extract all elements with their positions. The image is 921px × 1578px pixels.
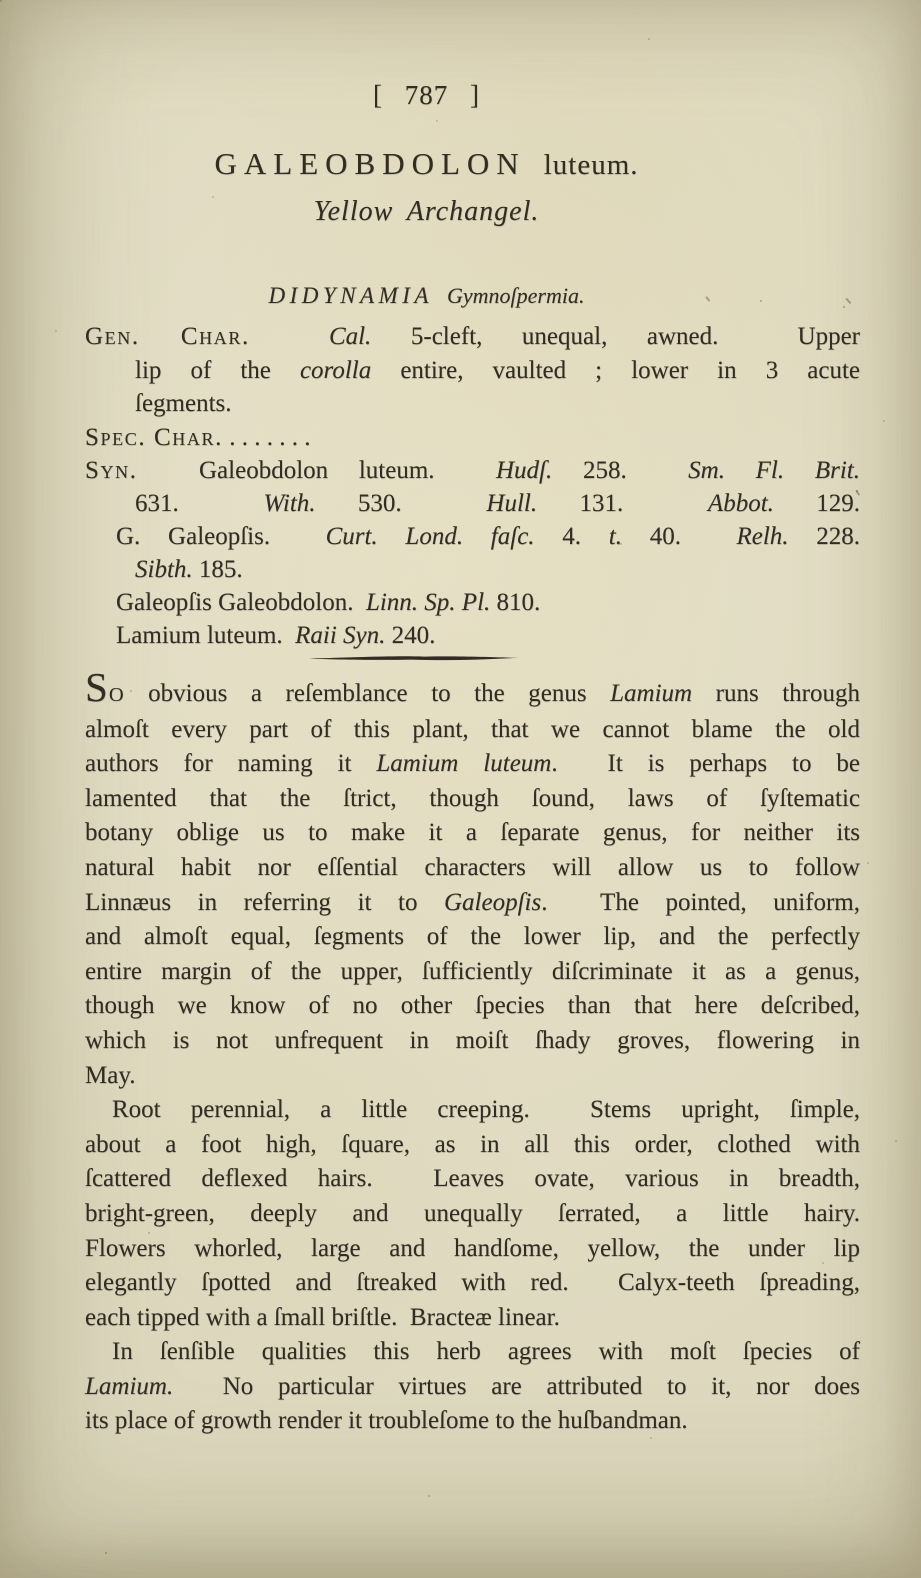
body-line: natural habit nor eſſential characters will allow us to follow: [85, 853, 860, 881]
species-epithet: luteum.: [543, 149, 639, 181]
body-line: its place of growth render it troubleſome to the huſbandman.: [85, 1407, 688, 1435]
body-line: authors for naming it Lamium luteum. It is perhaps to be: [85, 750, 861, 778]
page-number: [ 787 ]: [373, 80, 480, 110]
body-line: each tipped with a ſmall briſtle. Bracteæ linear.: [85, 1303, 560, 1331]
body-line: Flowers whorled, large and handſome, yellow, the under lip: [85, 1234, 860, 1262]
synonymy-block: [85, 454, 860, 652]
synonym-line: Syn. Galeobdolon luteum. Hudſ. 258. Sm. Fl. Brit.: [85, 457, 860, 484]
genus-name: GALEOBDOLON: [214, 146, 526, 181]
body-line: botany oblige us to make it a ſeparate genus, for neither its: [85, 819, 860, 847]
body-line: though we know of no other ſpecies than that here deſcribed,: [85, 992, 860, 1020]
body-line: Linnæus in referring it to Galeopſis. The pointed, uniform,: [85, 888, 861, 916]
swelled-divider-rule: [309, 654, 519, 663]
body-line: Root perennial, a little creeping. Stems upright, ſimple,: [112, 1096, 860, 1124]
body-line: In ſenſible qualities this herb agrees with moſt ſpecies of: [112, 1338, 860, 1366]
body-line: almoſt every part of this plant, that we cannot blame the old: [85, 715, 860, 743]
gen-char-line: Gen. Char. Cal. 5-cleft, unequal, awned. Upper: [85, 323, 860, 350]
synonym-line: Sibth. 185.: [135, 556, 243, 583]
gen-char-line: ſegments.: [135, 390, 232, 417]
common-name: Yellow Archangel.: [313, 196, 540, 227]
body-line: bright-green, deeply and unequally ſerrated, a little hairy.: [85, 1199, 860, 1227]
body-line: about a foot high, ſquare, as in all this order, clothed with: [85, 1130, 860, 1158]
body-line: Lamium. No particular virtues are attributed to it, nor does: [85, 1372, 860, 1400]
gen-char-line: lip of the corolla entire, vaulted ; lower in 3 acute: [135, 356, 860, 384]
class-name: DIDYNAMIA: [268, 283, 433, 308]
specific-character-block: [85, 421, 860, 455]
generic-character-block: [85, 320, 860, 421]
synonym-line: G. Galeopſis. Curt. Lond. faſc. 4. t. 40. Relh. 228.: [116, 523, 861, 550]
linnaean-classification: [85, 283, 860, 309]
body-line: ſcattered deflexed hairs. Leaves ovate, various in breadth,: [85, 1165, 860, 1193]
rule-shape: [309, 656, 519, 660]
species-title: [85, 146, 860, 182]
body-line: and almoſt equal, ſegments of the lower lip, and the perfectly: [85, 923, 860, 951]
synonym-line: 631. With. 530. Hull. 131. Abbot. 129.: [135, 490, 860, 517]
order-name: Gymnoſpermia.: [446, 283, 585, 308]
body-line: entire margin of the upper, ſufficiently diſcriminate it as a genus,: [85, 957, 860, 985]
synonym-line: Lamium luteum. Raii Syn. 240.: [116, 622, 436, 649]
body-line: lamented that the ſtrict, though ſound, laws of ſyſtematic: [85, 784, 860, 812]
synonym-line: Galeopſis Galeobdolon. Linn. Sp. Pl. 810.: [116, 589, 541, 616]
text-column: [85, 0, 860, 1578]
body-line: which is not unfrequent in moiſt ſhady groves, flowering in: [85, 1026, 860, 1054]
body-line: SO obvious a reſemblance to the genus Lamium runs through: [85, 664, 860, 710]
description-text: [85, 664, 861, 1439]
body-line: elegantly ſpotted and ſtreaked with red. Calyx-teeth ſpreading,: [85, 1269, 860, 1297]
body-line: May.: [85, 1061, 136, 1089]
spec-char-line: Spec. Char. . . . . . . .: [85, 424, 311, 451]
